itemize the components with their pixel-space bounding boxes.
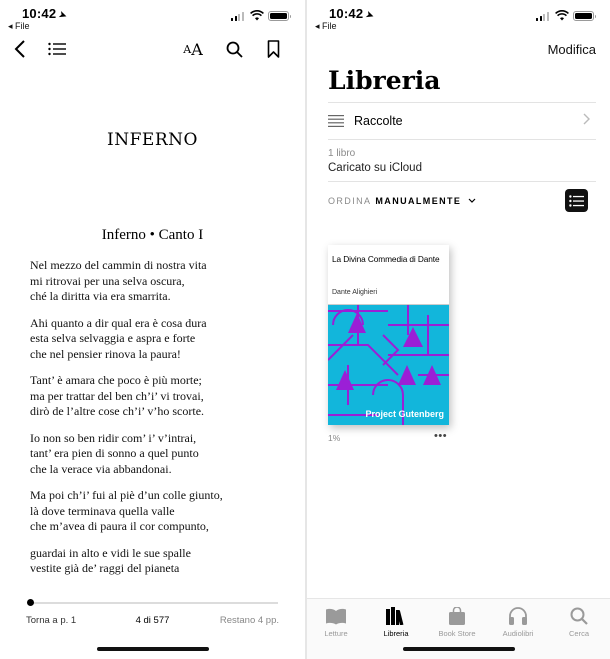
tab-label: Book Store	[438, 629, 476, 638]
status-bar	[307, 0, 610, 36]
page-scrubber[interactable]	[28, 602, 278, 604]
cover-author: Dante Alighieri	[332, 289, 378, 296]
verse-line: Ahi quanto a dir qual era è cosa dura	[30, 315, 207, 330]
headphones-icon	[508, 607, 528, 625]
book-cover[interactable]	[328, 245, 449, 425]
back-to-app-link[interactable]: ◂ File	[8, 21, 30, 31]
page-indicator: 4 di 577	[135, 615, 170, 626]
chapter-title: Inferno • Canto I	[101, 227, 204, 243]
location-arrow-icon: ➤	[57, 9, 69, 22]
battery-icon	[573, 11, 594, 21]
tab-book-store[interactable]	[428, 603, 486, 638]
verse-line: che la verace via abbandonai.	[30, 461, 172, 476]
sort-control[interactable]	[328, 196, 476, 206]
verse-line: dirò de l’altre cose ch’i’ v’ho scorte.	[30, 404, 205, 418]
verse-line: Nel mezzo del cammin di nostra vita	[30, 258, 207, 272]
home-indicator[interactable]	[403, 647, 515, 651]
status-time: 10:42 ➤	[22, 6, 69, 22]
verse-line: vestite già de’ raggi del pianeta	[30, 561, 180, 575]
cover-art	[328, 305, 449, 425]
verse-line: mi ritrovai per una selva oscura,	[30, 273, 185, 288]
verse-line: Io non so ben ridir com’ i’ v’intrai,	[30, 430, 197, 445]
uploaded-label: Caricato su iCloud	[328, 162, 422, 174]
tab-label: Letture	[324, 629, 348, 638]
stanza	[30, 546, 295, 577]
cover-header	[328, 245, 449, 305]
tab-libreria[interactable]	[367, 603, 425, 638]
cover-title: La Divina Commedia di Dante	[332, 254, 440, 264]
back-to-page-link[interactable]: Torna a p. 1	[26, 615, 77, 626]
verse-line: esta selva selvaggia e aspra e forte	[30, 331, 196, 345]
cellular-signal-icon	[536, 12, 549, 21]
location-arrow-icon: ➤	[364, 9, 376, 22]
back-to-app-link[interactable]: ◂ File	[315, 21, 337, 31]
page-text	[30, 258, 295, 588]
chevron-down-icon	[468, 198, 476, 204]
pages-remaining: Restano 4 pp.	[219, 615, 279, 626]
verse-line: Tant’ è amara che poco è più morte;	[30, 373, 202, 387]
sort-key: ORDINA	[328, 196, 372, 206]
search-icon	[570, 607, 588, 625]
scrubber-handle[interactable]	[27, 599, 34, 606]
more-options-icon[interactable]: •••	[434, 430, 448, 442]
stanza	[30, 316, 295, 363]
tab-label: Cerca	[568, 629, 589, 638]
verse-line: guardai in alto e vidi le sue spalle	[30, 545, 191, 560]
reader-toolbar	[0, 36, 305, 64]
tab-label: Audiolibri	[502, 629, 534, 638]
page-title: Libreria	[328, 66, 441, 95]
divider	[328, 102, 596, 103]
list-view-icon	[569, 195, 584, 207]
bookmark-icon[interactable]	[262, 38, 284, 60]
reader-footer	[26, 615, 279, 629]
stanza	[30, 431, 295, 478]
collections-row[interactable]	[328, 104, 596, 138]
books-icon	[385, 607, 407, 625]
tab-audiolibri[interactable]	[489, 603, 547, 638]
verse-line: che m’avea di paura il cor compunto,	[30, 519, 209, 533]
cover-publisher: Project Gutenberg	[365, 409, 444, 419]
book-title: INFERNO	[107, 130, 198, 150]
status-time: 10:42 ➤	[329, 6, 376, 22]
home-indicator[interactable]	[97, 647, 209, 651]
verse-line: che nel pensier rinova la paura!	[30, 346, 181, 361]
library-screen	[307, 0, 610, 659]
wifi-icon	[250, 10, 264, 21]
sort-value[interactable]: MANUALMENTE	[375, 196, 462, 206]
chevron-right-icon	[583, 113, 590, 125]
book-count: 1 libro	[328, 148, 356, 159]
wifi-icon	[555, 10, 569, 21]
collections-label: Raccolte	[354, 114, 403, 128]
list-icon	[328, 115, 344, 127]
table-of-contents-icon[interactable]	[46, 38, 68, 60]
bag-icon	[448, 607, 466, 625]
edit-button[interactable]: Modifica	[547, 42, 596, 57]
stanza	[30, 488, 295, 535]
status-bar	[0, 0, 305, 36]
book-progress: 1%	[328, 433, 341, 443]
stanza	[30, 258, 295, 305]
battery-icon	[268, 11, 289, 21]
text-appearance-button[interactable]: A A	[183, 39, 203, 59]
divider	[328, 181, 596, 182]
open-book-icon	[325, 608, 347, 625]
verse-line: ma per trattar del ben ch’i’ vi trovai,	[30, 388, 204, 403]
search-icon[interactable]	[223, 38, 245, 60]
tab-cerca[interactable]	[550, 603, 608, 638]
list-view-toggle[interactable]	[565, 189, 588, 212]
cellular-signal-icon	[231, 12, 244, 21]
verse-line: ché la diritta via era smarrita.	[30, 289, 171, 303]
tab-label: Libreria	[383, 629, 409, 638]
back-chevron-icon[interactable]	[9, 38, 31, 60]
tab-letture[interactable]	[307, 603, 365, 638]
verse-line: tant’ era pien di sonno a quel punto	[30, 446, 199, 460]
divider	[328, 139, 596, 140]
verse-line: Ma poi ch’i’ fui al piè d’un colle giunto,	[30, 488, 223, 502]
verse-line: là dove terminava quella valle	[30, 503, 175, 518]
stanza	[30, 373, 295, 420]
